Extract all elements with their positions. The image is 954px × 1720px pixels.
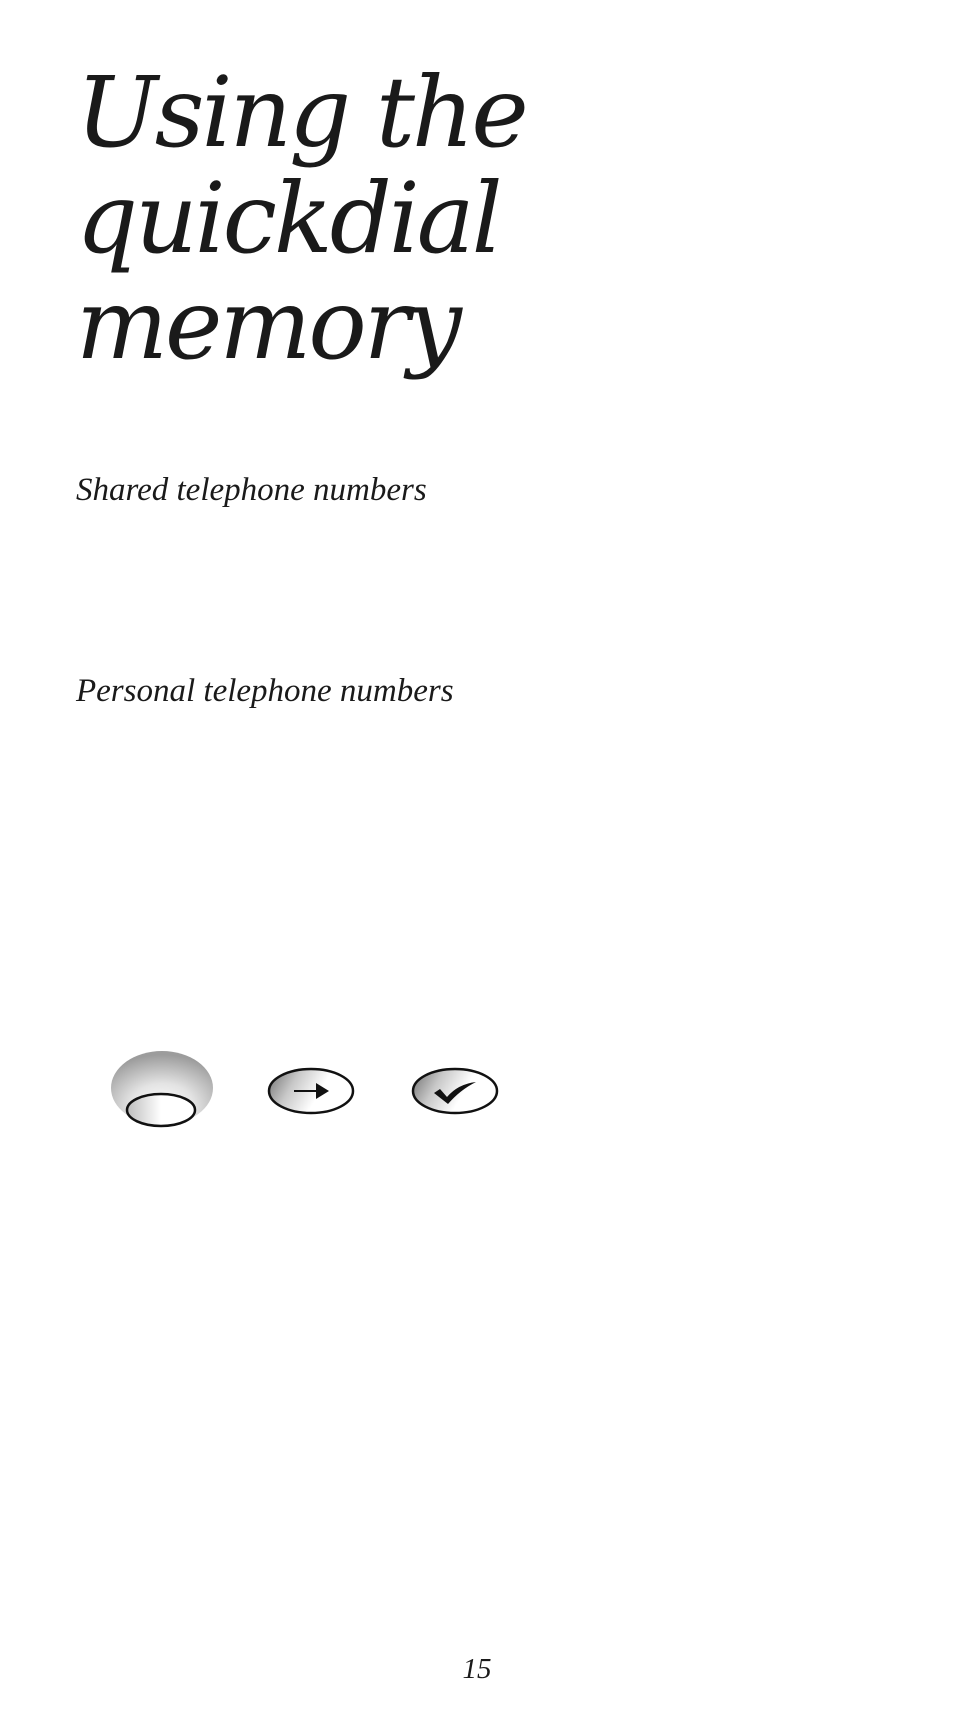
arrow-right-key-icon [266,1066,356,1116]
section-heading-personal-numbers: Personal telephone numbers [76,673,454,709]
page-number: 15 [462,1653,492,1685]
page-title-line-2: memory [76,268,459,381]
checkmark-key-icon [410,1066,500,1116]
menu-key-icon [110,1050,214,1130]
key-sequence [110,1050,510,1130]
section-heading-shared-numbers: Shared telephone numbers [76,472,427,508]
page-title-line-1: Using the quickdial [76,56,526,275]
page-title [76,56,936,381]
